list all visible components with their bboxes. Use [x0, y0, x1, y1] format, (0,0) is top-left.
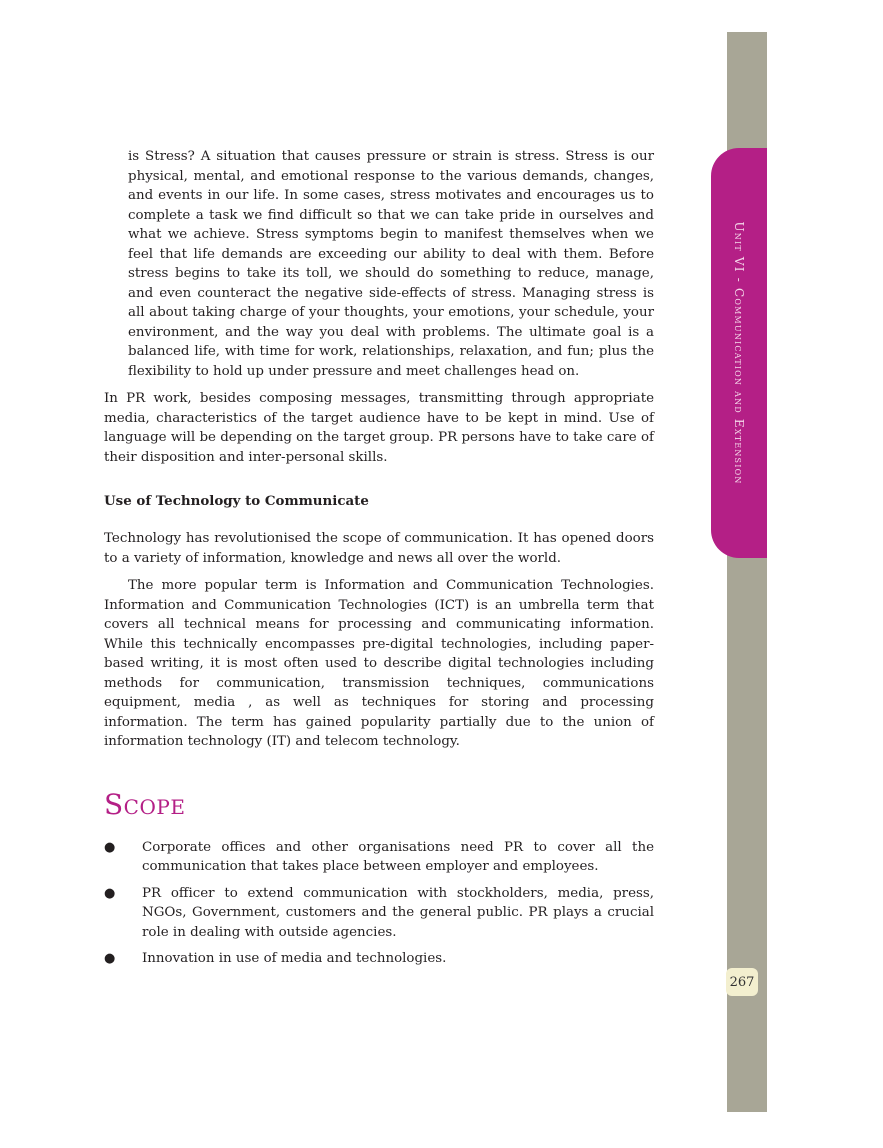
technology-heading: Use of Technology to Communicate: [104, 493, 369, 509]
scope-heading: Scope: [104, 787, 186, 821]
list-item: [104, 949, 654, 969]
scope-list: [104, 838, 654, 969]
list-item-text: Corporate offices and other organisations need PR to cover all the communication that takes place between employer and employees.: [142, 839, 654, 874]
technology-paragraph: Technology has revolutionised the scope of communication. It has opened doors to a variety of information, knowledge and news all over the world.: [104, 531, 654, 566]
bullet-icon: ●: [104, 951, 116, 966]
bullet-icon: ●: [104, 885, 116, 901]
unit-title: Unit VI - Communication and Extension: [732, 221, 746, 485]
main-content: [104, 147, 654, 976]
page-number: 267: [726, 968, 758, 996]
stress-paragraph: is Stress? A situation that causes pressure or strain is stress. Stress is our physical, mental, and emotional response to the various demands, changes, and events in our life. In some cases, stress motivates and encourages us to complete a task we find difficult so that we can take pride in ourselves and what we achieve. Stress symptoms begin to manifest themselves when we feel that life demands are exceeding our ability to deal with them. Before stress begins to take its toll, we should do something to reduce, manage, and even counteract the negative side-effects of stress. Managing stress is all about taking charge of your thoughts, your emotions, your schedule, your environment, and the way you deal with problems. The ultimate goal is a balanced life, with time for work, relationships, relaxation, and fun; plus the flexibility to hold up under pressure and meet challenges head on.: [128, 149, 654, 379]
list-item-text: Innovation in use of media and technologies.: [142, 951, 447, 966]
list-item: [104, 884, 654, 943]
bullet-icon: ●: [104, 839, 116, 855]
list-item: [104, 838, 654, 877]
list-item-text: PR officer to extend communication with stockholders, media, press, NGOs, Government, customers and the general public. PR plays a crucial role in dealing with outside agencies.: [142, 885, 654, 940]
pr-paragraph: In PR work, besides composing messages, transmitting through appropriate media, characteristics of the target audience have to be kept in mind. Use of language will be depending on the target group. PR persons have to take care of their disposition and inter-personal skills.: [104, 391, 654, 465]
ict-paragraph: The more popular term is Information and Communication Technologies. Information and Communication Technologies (ICT) is an umbrella term that covers all technical means for processing and communicating information. While this technically encompasses pre-digital technologies, including paper-based writing, it is most often used to describe digital technologies including methods for communication, transmission techniques, communications equipment, media , as well as techniques for storing and processing information. The term has gained popularity partially due to the union of information technology (IT) and telecom technology.: [104, 578, 654, 749]
